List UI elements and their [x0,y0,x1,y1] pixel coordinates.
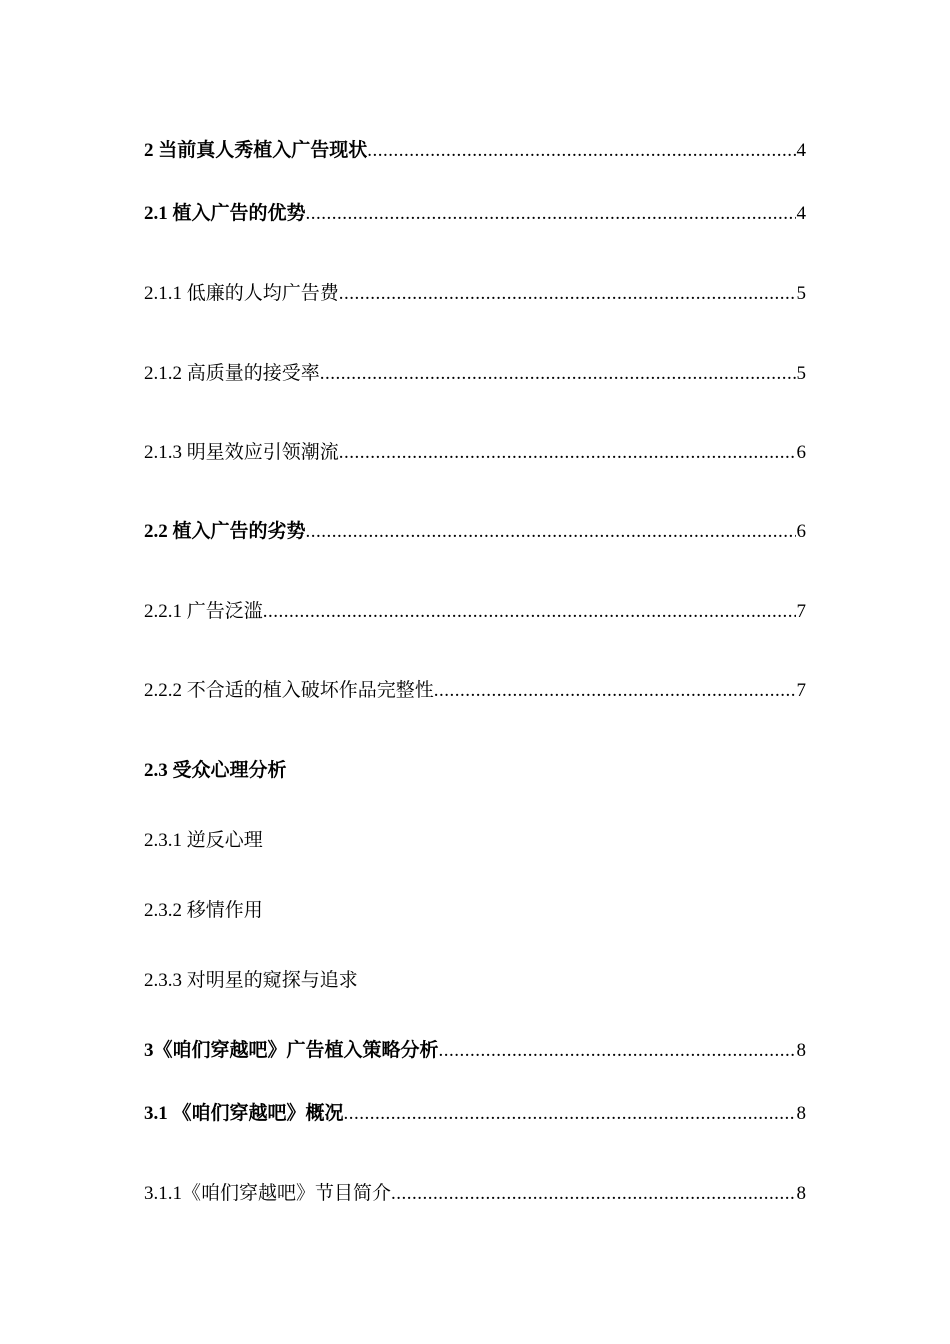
toc-entry[interactable] [144,200,806,228]
toc-entry[interactable] [144,1180,806,1208]
toc-page-number: 6 [796,442,806,463]
toc-entry-label: 2.2.2 不合适的植入破坏作品完整性 [144,680,434,701]
toc-entry[interactable] [144,280,806,308]
toc-entry-label: 2.2 植入广告的劣势 [144,521,306,542]
toc-entry[interactable] [144,967,806,995]
toc-page-number: 5 [796,363,806,384]
toc-page-number: 8 [796,1103,806,1124]
toc-dot-leader [434,677,796,705]
toc-entry[interactable] [144,439,806,467]
toc-entry-label: 2.3.1 逆反心理 [144,830,263,851]
toc-entry-label: 3.1 《咱们穿越吧》概况 [144,1103,344,1124]
toc-entry-label: 2.3.2 移情作用 [144,900,263,921]
toc-page-number: 8 [796,1040,806,1061]
toc-page-number: 8 [796,1183,806,1204]
toc-entry-label: 2.1 植入广告的优势 [144,203,306,224]
toc-entry[interactable] [144,1037,806,1065]
toc-dot-leader [367,137,795,165]
toc-dot-leader [320,360,796,388]
toc-dot-leader [306,200,796,228]
toc-entry[interactable] [144,677,806,705]
toc-dot-leader [439,1037,796,1065]
toc-entry-label: 2.3 受众心理分析 [144,760,287,781]
toc-page-number: 5 [796,283,806,304]
toc-dot-leader [344,1100,796,1128]
toc-page-number: 7 [796,601,806,622]
toc-dot-leader [263,598,796,626]
toc-page-number: 6 [796,521,806,542]
toc-page-number: 7 [796,680,806,701]
toc-entry[interactable] [144,518,806,546]
toc-entry[interactable] [144,1100,806,1128]
toc-entry-label: 2.2.1 广告泛滥 [144,601,263,622]
toc-dot-leader [306,518,796,546]
toc-entry-label: 3《咱们穿越吧》广告植入策略分析 [144,1040,439,1061]
toc-page-number: 4 [796,140,806,161]
toc-entry-label: 2.1.3 明星效应引领潮流 [144,442,339,463]
toc-entry-label: 3.1.1《咱们穿越吧》节目简介 [144,1183,392,1204]
toc-dot-leader [339,439,796,467]
toc-entry[interactable] [144,598,806,626]
toc-entry-label: 2.3.3 对明星的窥探与追求 [144,970,358,991]
toc-entry-label: 2.1.1 低廉的人均广告费 [144,283,339,304]
toc-page-number: 4 [796,203,806,224]
toc-entry-label: 2 当前真人秀植入广告现状 [144,140,368,161]
toc-entry[interactable] [144,360,806,388]
toc-entry[interactable] [144,827,806,855]
toc-entry[interactable] [144,897,806,925]
toc-dot-leader [339,280,796,308]
toc-entry[interactable] [144,757,806,785]
toc-entry[interactable] [144,137,806,165]
toc-entry-label: 2.1.2 高质量的接受率 [144,363,320,384]
toc-dot-leader [391,1180,795,1208]
